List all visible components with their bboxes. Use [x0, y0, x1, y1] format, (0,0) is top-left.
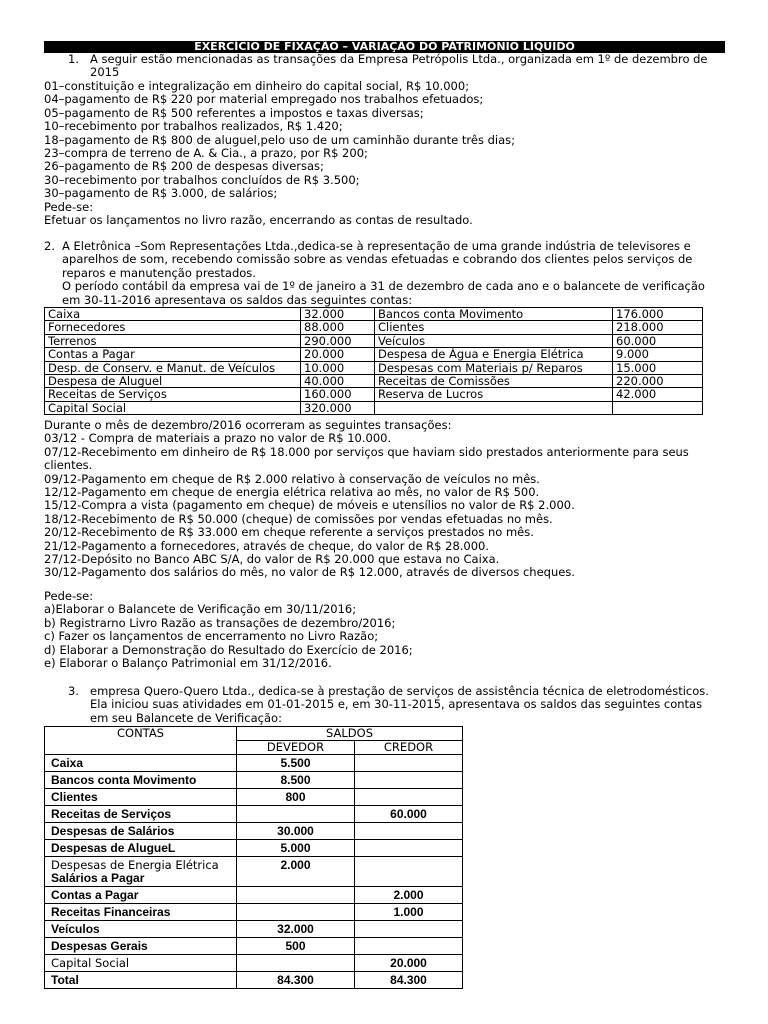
ex2-intro-line: A Eletrônica –Som Representações Ltda.,dedica-se à representação de uma grande indústria de televisores e: [62, 239, 691, 253]
list-item: 27/12-Depósito no Banco ABC S/A, do valor de R$ 20.000 que estava no Caixa.: [44, 552, 500, 567]
list-item: 21/12-Pagamento a fornecedores, através de cheque, do valor de R$ 28.000.: [44, 538, 490, 553]
credor-cell: [355, 921, 463, 938]
credor-cell: [355, 789, 463, 806]
table-row: [45, 361, 703, 374]
table-row: [45, 955, 463, 972]
table-row: [45, 334, 703, 347]
table-cell: 40.000: [301, 375, 375, 388]
conta-label: Despesas de Energia Elétrica: [51, 858, 219, 872]
table-cell: 220.000: [613, 375, 703, 388]
conta-cell: [45, 789, 237, 806]
ex1-intro: [90, 53, 708, 80]
table-row: [45, 887, 463, 904]
ex3-intro-line: Ela iniciou suas atividades em 01-01-2015 e, em 30-11-2015, apresentava os saldos das seguintes contas: [90, 697, 703, 712]
devedor-cell: 2.000: [237, 857, 355, 887]
table-cell: 60.000: [613, 334, 703, 347]
table-cell: 20.000: [301, 348, 375, 361]
devedor-cell: 5.500: [237, 755, 355, 772]
ex2-intro-line: O período contábil da empresa vai de 1º de janeiro a 31 de dezembro de cada ano e o balancete de verificação: [62, 279, 705, 294]
devedor-cell: [237, 806, 355, 823]
list-item: 10–recebimento por trabalhos realizados, R$ 1.420;: [44, 119, 343, 134]
header-saldos: SALDOS: [237, 727, 463, 741]
list-item: 30/12-Pagamento dos salários do mês, no valor de R$ 12.000, através de diversos cheques.: [44, 565, 575, 580]
table-cell: 218.000: [613, 321, 703, 334]
list-item: 15/12-Compra a vista (pagamento em cheque) de móveis e utensílios no valor de R$ 2.000.: [44, 498, 575, 513]
ex1-pede-text: Efetuar os lançamentos no livro razão, encerrando as contas de resultado.: [44, 213, 473, 228]
list-item: 18–pagamento de R$ 800 de aluguel,pelo uso de um caminhão durante três dias;: [44, 132, 516, 147]
list-item: 09/12-Pagamento em cheque de R$ 2.000 relativo à conservação de veículos no mês.: [44, 471, 540, 486]
ex2-number: 2.: [44, 239, 55, 253]
conta-label: Salários a Pagar: [51, 871, 145, 885]
table-cell: Receitas de Comissões: [375, 375, 613, 388]
credor-cell: [355, 938, 463, 955]
ex1-transactions: [44, 80, 515, 227]
conta-label: Despesas de AlugueL: [51, 841, 176, 855]
table-cell: Reserva de Lucros: [375, 388, 613, 401]
table-cell: 320.000: [301, 401, 375, 414]
table-cell: Terrenos: [45, 334, 301, 347]
ex2-transactions: [44, 419, 689, 580]
list-item: 30–pagamento de R$ 3.000, de salários;: [44, 186, 278, 201]
list-item: 07/12-Recebimento em dinheiro de R$ 18.000 por serviços que haviam sido prestados anteriormente para seus: [44, 444, 689, 459]
devedor-cell: 500: [237, 938, 355, 955]
conta-label: Despesas Gerais: [51, 939, 148, 953]
credor-cell: 2.000: [355, 887, 463, 904]
credor-cell: [355, 755, 463, 772]
credor-cell: [355, 857, 463, 887]
table-cell: Desp. de Conserv. e Manut. de Veículos: [45, 361, 301, 374]
ex3-balancete-table: [44, 726, 463, 989]
table-row: [45, 904, 463, 921]
devedor-cell: 5.000: [237, 840, 355, 857]
table-row: [45, 375, 703, 388]
table-cell: [613, 401, 703, 414]
devedor-cell: 800: [237, 789, 355, 806]
list-item: clientes.: [44, 458, 93, 473]
credor-cell: [355, 772, 463, 789]
table-cell: 290.000: [301, 334, 375, 347]
table-cell: 15.000: [613, 361, 703, 374]
table-cell: Fornecedores: [45, 321, 301, 334]
conta-label: Contas a Pagar: [51, 888, 139, 902]
conta-cell: [45, 904, 237, 921]
ex1-intro-line: 2015: [90, 65, 120, 80]
table-cell: Contas a Pagar: [45, 348, 301, 361]
list-item: 12/12-Pagamento em cheque de energia elétrica relativa ao mês, no valor de R$ 500.: [44, 485, 540, 500]
list-item: c) Fazer os lançamentos de encerramento no Livro Razão;: [44, 629, 379, 644]
list-item: 23–compra de terreno de A. & Cia., a prazo, por R$ 200;: [44, 146, 368, 161]
conta-cell: [45, 823, 237, 840]
conta-cell: [45, 972, 237, 989]
conta-cell: [45, 938, 237, 955]
ex2-balances-table: [44, 307, 703, 415]
list-item: 30–recebimento por trabalhos concluídos de R$ 3.500;: [44, 172, 360, 187]
table-cell: Bancos conta Movimento: [375, 308, 613, 321]
table-cell: Clientes: [375, 321, 613, 334]
table-row: [45, 401, 703, 414]
ex2-pede-label: Pede-se:: [44, 589, 94, 603]
table-row: [45, 388, 703, 401]
conta-cell: [45, 857, 237, 887]
table-cell: Capital Social: [45, 401, 301, 414]
credor-cell: 60.000: [355, 806, 463, 823]
table-row: [45, 321, 703, 334]
list-item: 04–pagamento de R$ 220 por material empregado nos trabalhos efetuados;: [44, 92, 484, 107]
conta-label: Veículos: [51, 922, 100, 936]
table-cell: 32.000: [301, 308, 375, 321]
header-contas: CONTAS: [45, 727, 237, 755]
credor-cell: 20.000: [355, 955, 463, 972]
table-row: [45, 308, 703, 321]
conta-cell: [45, 955, 237, 972]
table-header-row: [45, 727, 463, 741]
table-cell: Despesas com Materiais p/ Reparos: [375, 361, 613, 374]
table-row: [45, 921, 463, 938]
ex2-intro-line: reparos e manutenção prestados.: [62, 265, 256, 280]
table-cell: 9.000: [613, 348, 703, 361]
table-row: [45, 806, 463, 823]
ex1-number: 1.: [68, 52, 79, 66]
list-item: 01–constituição e integralização em dinheiro do capital social, R$ 10.000;: [44, 79, 470, 93]
table-cell: Veículos: [375, 334, 613, 347]
table-cell: Despesa de Água e Energia Elétrica: [375, 348, 613, 361]
devedor-cell: 84.300: [237, 972, 355, 989]
credor-cell: [355, 840, 463, 857]
table-cell: 160.000: [301, 388, 375, 401]
devedor-cell: 32.000: [237, 921, 355, 938]
table-row: [45, 772, 463, 789]
conta-label: Clientes: [51, 790, 98, 804]
list-item: b) Registrarno Livro Razão as transações de dezembro/2016;: [44, 615, 396, 630]
conta-label: Capital Social: [51, 956, 130, 970]
table-cell: 176.000: [613, 308, 703, 321]
list-item: 18/12-Recebimento de R$ 50.000 (cheque) de comissões por vendas efetuadas no mês.: [44, 511, 553, 526]
ex2-intro-line: em 30-11-2016 apresentava os saldos das seguintes contas:: [62, 292, 413, 307]
conta-cell: [45, 840, 237, 857]
table-cell: Despesa de Aluguel: [45, 375, 301, 388]
list-item: e) Elaborar o Balanço Patrimonial em 31/12/2016.: [44, 656, 332, 671]
list-item: a)Elaborar o Balancete de Verificação em 30/11/2016;: [44, 602, 357, 617]
header-devedor: DEVEDOR: [237, 741, 355, 755]
conta-cell: [45, 772, 237, 789]
devedor-cell: [237, 887, 355, 904]
table-row: [45, 857, 463, 887]
table-cell: [375, 401, 613, 414]
table-cell: 10.000: [301, 361, 375, 374]
ex1-intro-line: A seguir estão mencionadas as transações da Empresa Petrópolis Ltda., organizada em 1º de dezembro de: [90, 52, 708, 66]
credor-cell: [355, 823, 463, 840]
credor-cell: 1.000: [355, 904, 463, 921]
table-row: [45, 789, 463, 806]
conta-label: Bancos conta Movimento: [51, 773, 197, 787]
ex2-intro: [62, 240, 705, 307]
ex2-intro-line: aparelhos de som, recebendo comissão sobre as vendas efetuadas e cobrando dos clientes pelos serviços de: [62, 252, 693, 267]
list-item: 20/12-Recebimento de R$ 33.000 em cheque referente a serviços prestados no mês.: [44, 525, 534, 540]
list-item: d) Elaborar a Demonstração do Resultado do Exercício de 2016;: [44, 642, 413, 657]
table-row: [45, 348, 703, 361]
list-item: 03/12 - Compra de materiais a prazo no valor de R$ 10.000.: [44, 431, 392, 446]
page-title: EXERCÍCIO DE FIXAÇÃO – VARIAÇÃO DO PÁTRIMÔNIO LÍQUIDO: [44, 41, 725, 53]
table-row: [45, 972, 463, 989]
ex3-intro-line: em seu Balancete de Verificação:: [90, 710, 282, 725]
ex2-during-line: Durante o mês de dezembro/2016 ocorreram as seguintes transações:: [44, 418, 452, 432]
devedor-cell: 8.500: [237, 772, 355, 789]
conta-cell: [45, 887, 237, 904]
ex3-number: 3.: [68, 684, 79, 698]
conta-label: Receitas de Serviços: [51, 807, 172, 821]
conta-label: Caixa: [51, 756, 84, 770]
list-item: 26–pagamento de R$ 200 de despesas diversas;: [44, 159, 324, 174]
table-row: [45, 840, 463, 857]
conta-label: Despesas de Salários: [51, 824, 175, 838]
conta-label: Receitas Financeiras: [51, 905, 171, 919]
table-row: [45, 938, 463, 955]
devedor-cell: [237, 955, 355, 972]
ex3-intro-line: empresa Quero-Quero Ltda., dedica-se à prestação de serviços de assistência técnica de eletrodomésticos.: [90, 684, 709, 698]
conta-label: Total: [51, 973, 79, 987]
table-cell: Caixa: [45, 308, 301, 321]
table-row: [45, 823, 463, 840]
devedor-cell: [237, 904, 355, 921]
ex2-pede: [44, 590, 413, 670]
conta-cell: [45, 806, 237, 823]
table-cell: 88.000: [301, 321, 375, 334]
devedor-cell: 30.000: [237, 823, 355, 840]
ex1-pede-label: Pede-se:: [44, 199, 94, 214]
conta-cell: [45, 755, 237, 772]
table-cell: 42.000: [613, 388, 703, 401]
table-row: [45, 755, 463, 772]
table-cell: Receitas de Serviços: [45, 388, 301, 401]
header-credor: CREDOR: [355, 741, 463, 755]
credor-cell: 84.300: [355, 972, 463, 989]
list-item: 05–pagamento de R$ 500 referentes a impostos e taxas diversas;: [44, 105, 424, 120]
conta-cell: [45, 921, 237, 938]
ex3-intro: [90, 685, 709, 725]
